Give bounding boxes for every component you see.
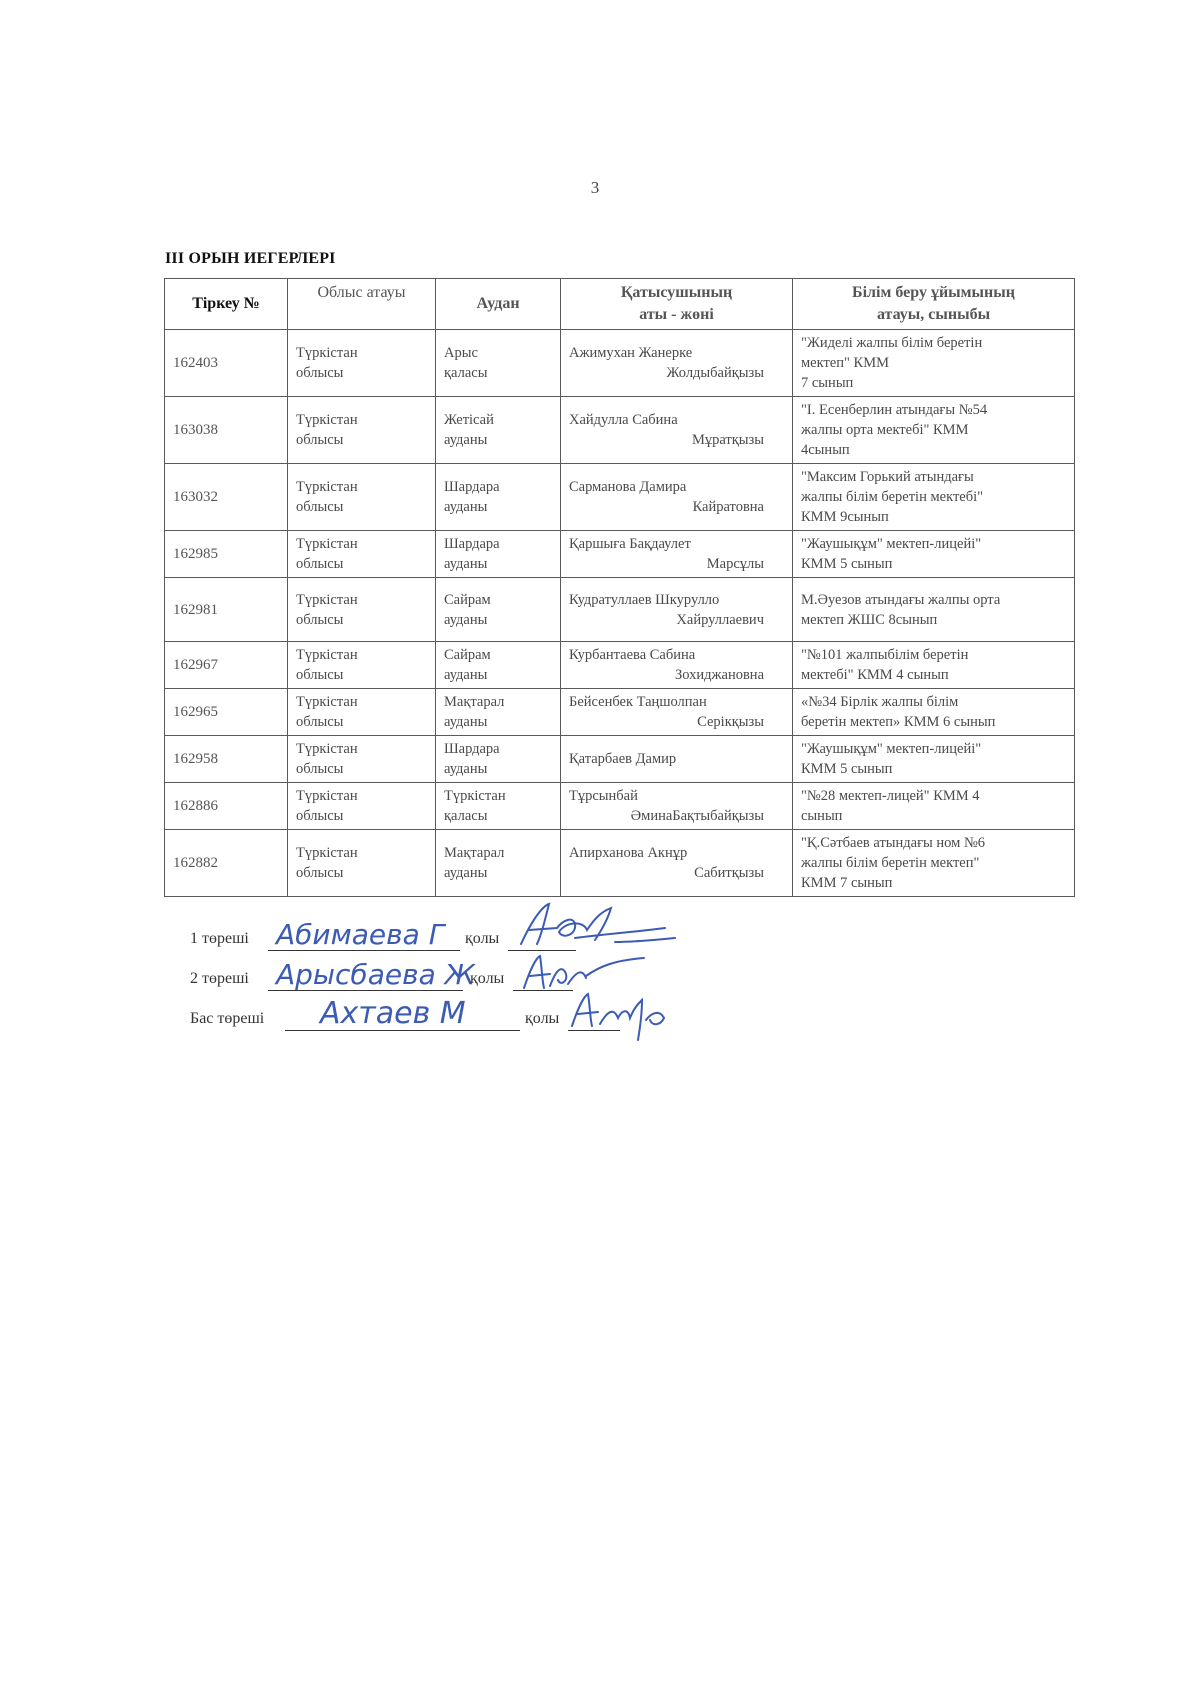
cell-reg-no: 162985: [165, 531, 288, 578]
cell-participant-line: Қатарбаев Дамир: [569, 751, 677, 767]
cell-region-line: Түркістан: [296, 788, 358, 804]
table-row: [165, 531, 1075, 578]
signature-label: қолы: [465, 930, 500, 947]
cell-participant-line: ӘминаБақтыбайқызы: [630, 808, 764, 824]
cell-school-line: КММ 5 сынып: [801, 761, 893, 777]
cell-district-line: ауданы: [444, 865, 488, 881]
winners-table: [164, 278, 1075, 897]
table-row: [165, 464, 1075, 531]
cell-school-line: мектеп" КММ: [801, 355, 889, 371]
header-district: Аудан: [436, 279, 561, 330]
cell-school-line: мектеп ЖШС 8сынып: [801, 611, 938, 628]
cell-reg-no: 162967: [165, 642, 288, 689]
cell-school-line: "№101 жалпыбілім беретін: [801, 647, 969, 663]
cell-participant-line: Мұратқызы: [691, 432, 764, 448]
cell-district-line: Түркістан: [444, 788, 506, 804]
table-row: [165, 830, 1075, 897]
cell-school-line: "№28 мектеп-лицей" КММ 4: [801, 788, 980, 804]
cell-region: [288, 397, 436, 464]
cell-district-line: ауданы: [444, 714, 488, 730]
table-row: [165, 397, 1075, 464]
judge-name-handwritten: Абимаева Г: [276, 918, 445, 951]
cell-school-line: "Жиделі жалпы білім беретін: [801, 335, 983, 351]
cell-participant-line: Хайдулла Сабина: [569, 412, 678, 428]
cell-school: [793, 397, 1075, 464]
cell-region-line: облысы: [296, 556, 344, 572]
cell-region: [288, 642, 436, 689]
judge-role: 2 төреші: [190, 970, 249, 987]
cell-participant-line: Кудратуллаев Шкурулло: [569, 591, 720, 608]
cell-district-line: ауданы: [444, 556, 488, 572]
cell-region-line: облысы: [296, 499, 344, 515]
cell-district: [436, 397, 561, 464]
judge-name-handwritten: Арысбаева Ж: [276, 958, 475, 991]
cell-school: [793, 830, 1075, 897]
judge-name-handwritten: Ахтаев М: [320, 996, 466, 1031]
cell-participant-line: Зохиджановна: [674, 667, 764, 683]
cell-district-line: Арыс: [444, 345, 478, 361]
cell-region-line: облысы: [296, 865, 344, 881]
cell-region: [288, 578, 436, 642]
cell-reg-no: 162886: [165, 783, 288, 830]
cell-school: [793, 642, 1075, 689]
cell-region: [288, 830, 436, 897]
cell-school-line: КММ 7 сынып: [801, 875, 893, 891]
cell-district-line: Мақтарал: [444, 694, 505, 710]
cell-participant: [561, 689, 793, 736]
cell-region-line: Түркістан: [296, 479, 358, 495]
cell-participant-line: Курбантаева Сабина: [569, 647, 696, 663]
cell-region-line: облысы: [296, 761, 344, 777]
cell-school-line: "І. Есенберлин атындағы №54: [801, 402, 988, 418]
signature-label: қолы: [470, 970, 505, 987]
cell-district-line: ауданы: [444, 761, 488, 777]
cell-participant-line: Тұрсынбай: [569, 788, 638, 804]
cell-region-line: Түркістан: [296, 345, 358, 361]
cell-district-line: Шардара: [444, 741, 500, 757]
cell-school: [793, 330, 1075, 397]
cell-school-line: жалпы білім беретін мектеп": [801, 855, 980, 871]
cell-region: [288, 531, 436, 578]
header-participant-line1: Қатысушының: [620, 284, 733, 301]
cell-school-line: жалпы білім беретін мектебі": [801, 489, 984, 505]
cell-participant-line: Ажимухан Жанерке: [569, 345, 693, 361]
cell-participant: [561, 531, 793, 578]
cell-school-line: "Қ.Сәтбаев атындағы ном №6: [801, 835, 986, 851]
cell-district-line: Шардара: [444, 479, 500, 495]
cell-reg-no: 162882: [165, 830, 288, 897]
cell-district: [436, 736, 561, 783]
header-participant: [561, 279, 793, 330]
table-row: [165, 578, 1075, 642]
cell-school-line: «№34 Бірлік жалпы білім: [801, 694, 959, 710]
cell-participant-line: Сарманова Дамира: [569, 479, 687, 495]
table-row: [165, 689, 1075, 736]
header-participant-line2: аты - жөні: [639, 306, 714, 323]
cell-participant-line: Хайруллаевич: [676, 611, 764, 628]
cell-region-line: облысы: [296, 808, 344, 824]
cell-participant-line: Марсұлы: [706, 556, 764, 572]
cell-participant: [561, 330, 793, 397]
cell-district-line: Сайрам: [444, 591, 491, 608]
cell-district-line: ауданы: [444, 499, 488, 515]
cell-school: [793, 783, 1075, 830]
cell-region: [288, 689, 436, 736]
cell-district: [436, 642, 561, 689]
cell-district: [436, 689, 561, 736]
cell-region-line: Түркістан: [296, 694, 358, 710]
header-school-line1: Білім беру ұйымының: [852, 284, 1015, 301]
signature-mark: [568, 986, 678, 1046]
table-row: [165, 330, 1075, 397]
cell-region-line: облысы: [296, 611, 344, 628]
cell-participant: [561, 464, 793, 531]
cell-participant-line: Сабитқызы: [694, 865, 764, 881]
cell-school-line: "Максим Горький атындағы: [801, 469, 974, 485]
cell-region: [288, 783, 436, 830]
cell-school-line: 7 сынып: [801, 375, 854, 391]
table-row: [165, 736, 1075, 783]
cell-region-line: Түркістан: [296, 536, 358, 552]
cell-district: [436, 531, 561, 578]
cell-district: [436, 783, 561, 830]
cell-district: [436, 330, 561, 397]
header-reg-no: Тіркеу №: [165, 279, 288, 330]
cell-school-line: сынып: [801, 808, 843, 824]
cell-school-line: жалпы орта мектебі" КММ: [801, 422, 969, 438]
cell-district-line: ауданы: [444, 667, 488, 683]
cell-district-line: қаласы: [444, 365, 488, 381]
cell-reg-no: 162965: [165, 689, 288, 736]
signature-label: қолы: [525, 1010, 560, 1027]
cell-participant: [561, 397, 793, 464]
cell-school-line: беретін мектеп» КММ 6 сынып: [801, 714, 996, 730]
cell-participant-line: Жолдыбайқызы: [666, 365, 764, 381]
cell-school: [793, 464, 1075, 531]
judge-role: 1 төреші: [190, 930, 249, 947]
signature-mark: [515, 898, 685, 956]
cell-participant: [561, 642, 793, 689]
cell-region: [288, 330, 436, 397]
cell-region-line: облысы: [296, 432, 344, 448]
cell-district-line: ауданы: [444, 432, 488, 448]
cell-reg-no: 162958: [165, 736, 288, 783]
page-number: 3: [590, 178, 600, 197]
cell-school-line: КММ 5 сынып: [801, 556, 893, 572]
table-header-row: [165, 279, 1075, 330]
cell-region-line: Түркістан: [296, 412, 358, 428]
cell-school-line: 4сынып: [801, 442, 850, 458]
cell-school-line: М.Әуезов атындағы жалпы орта: [801, 591, 1001, 608]
cell-district: [436, 578, 561, 642]
header-region: Облыс атауы: [288, 279, 436, 330]
header-school-line2: атауы, сыныбы: [876, 306, 991, 323]
cell-region: [288, 736, 436, 783]
section-title: III ОРЫН ИЕГЕРЛЕРІ: [165, 250, 336, 267]
cell-reg-no: 162403: [165, 330, 288, 397]
cell-region-line: Түркістан: [296, 647, 358, 663]
cell-school-line: "Жаушықұм" мектеп-лицейі": [801, 741, 982, 757]
cell-participant: [561, 578, 793, 642]
cell-district-line: Шардара: [444, 536, 500, 552]
cell-region-line: облысы: [296, 714, 344, 730]
cell-region-line: облысы: [296, 667, 344, 683]
cell-school: [793, 689, 1075, 736]
cell-school: [793, 736, 1075, 783]
cell-reg-no: 163032: [165, 464, 288, 531]
cell-participant: [561, 830, 793, 897]
cell-school-line: "Жаушықұм" мектеп-лицейі": [801, 536, 982, 552]
cell-district-line: Мақтарал: [444, 845, 505, 861]
cell-participant: [561, 736, 793, 783]
judge-role: Бас төреші: [190, 1010, 265, 1027]
cell-district-line: ауданы: [444, 611, 488, 628]
cell-school-line: мектебі" КММ 4 сынып: [801, 667, 949, 683]
cell-district-line: Сайрам: [444, 647, 491, 663]
cell-region-line: Түркістан: [296, 591, 358, 608]
cell-participant-line: Апирханова Акнұр: [569, 845, 688, 861]
cell-district: [436, 464, 561, 531]
header-school: [793, 279, 1075, 330]
cell-school: [793, 578, 1075, 642]
cell-region-line: Түркістан: [296, 741, 358, 757]
table-body: [165, 330, 1075, 897]
cell-region-line: облысы: [296, 365, 344, 381]
cell-participant-line: Серікқызы: [697, 714, 764, 730]
cell-participant: [561, 783, 793, 830]
cell-region: [288, 464, 436, 531]
cell-reg-no: 163038: [165, 397, 288, 464]
table-row: [165, 783, 1075, 830]
cell-reg-no: 162981: [165, 578, 288, 642]
cell-participant-line: Кайратовна: [692, 499, 764, 515]
cell-participant-line: Қаршыға Бақдаулет: [569, 536, 691, 552]
cell-school: [793, 531, 1075, 578]
cell-district-line: Жетісай: [444, 412, 494, 428]
cell-school-line: КММ 9сынып: [801, 509, 889, 525]
table-row: [165, 642, 1075, 689]
cell-participant-line: Бейсенбек Таңшолпан: [569, 694, 707, 710]
cell-district: [436, 830, 561, 897]
cell-region-line: Түркістан: [296, 845, 358, 861]
cell-district-line: қаласы: [444, 808, 488, 824]
